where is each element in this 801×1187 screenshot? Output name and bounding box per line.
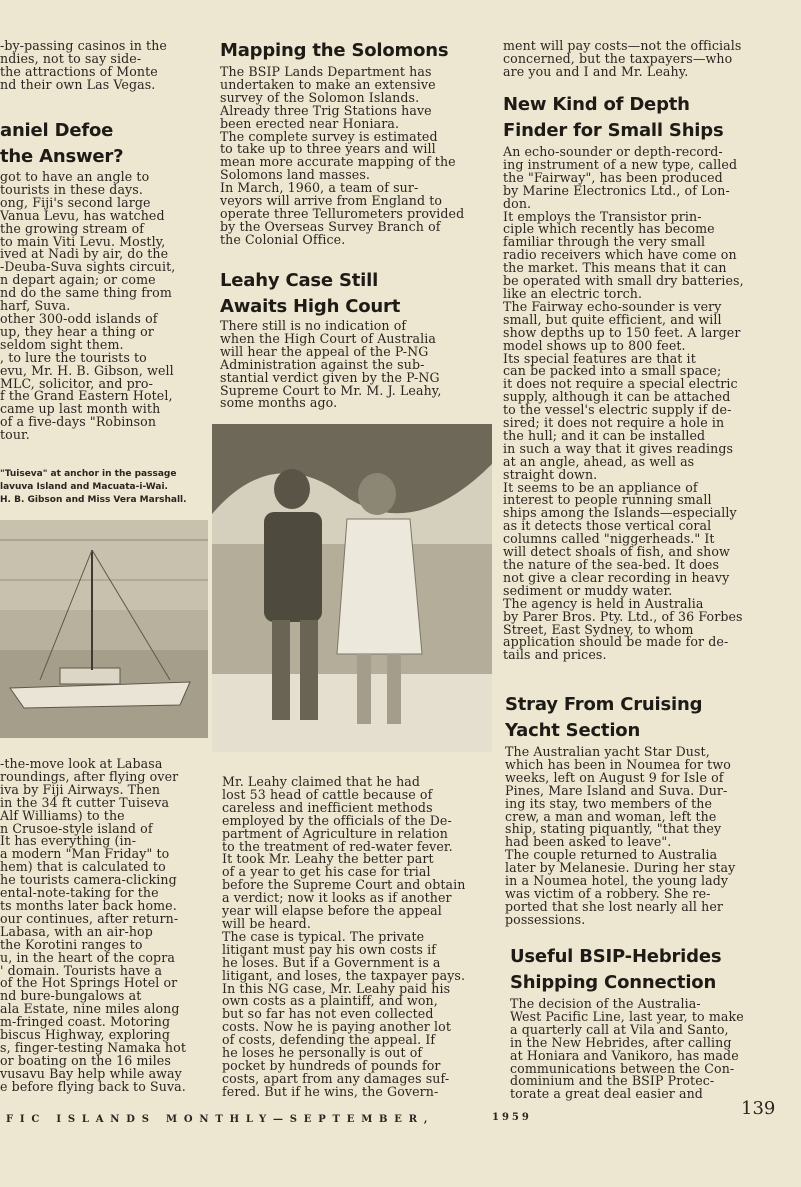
heading-stray-yacht: Stray From Cruising Yacht Section (505, 694, 703, 741)
photo-caption: "Tuiseva" at anchor in the passage lavuva Island and Macuata-i-Wai. H. B. Gibson and Miss Vera Marshall. (0, 469, 187, 505)
bsip-hebrides-text: The decision of the Australia- West Pacific Line, last year, to make a quarterly call at Vila and Santo, in the New Hebrides, after calling at Honiara and Vanikoro, has made communications between the Con- dominium and the BSIP Protec- torate a great deal easier and (510, 996, 744, 1102)
col1-text-bottom: -the-move look at Labasa roundings, after flying over iva by Fiji Airways. Then in the 34 ft cutter Tuiseva Alf Williams) to the n Crusoe-style island of It has everything (in- a modern "Man Friday" to hem) that is calculated to he tourists camera-clicking ental-note-taking for the ts months later back home. our continues, after return- Labasa, with an air-hop the Korotini ranges to u, in the heart of the copra ' domain. Tourists have a of the Hot Springs Hotel or nd bure-bungalows at ala Estate, nine miles along m-fringed coast. Motoring biscus Highway, exploring s, finger-testing Namaka hot or boating on the 16 miles vusavu Bay help while away e before flying back to Suva. (0, 756, 186, 1094)
col1-heading: aniel Defoe the Answer? (0, 120, 124, 167)
photo-couple (212, 424, 492, 752)
heading-leahy: Leahy Case Still Awaits High Court (220, 270, 401, 317)
stray-yacht-text: The Australian yacht Star Dust, which has been in Noumea for two weeks, left on August 9 for Isle of Pines, Mare Island and Suva. Dur- ing its stay, two members of the crew, a man and woman, left the ship, stating piquantly, "that they had been asked to leave". The couple returned to Australia later by Melanesie. During her stay in a Noumea hotel, the young lady was victim of a robbery. She re- ported that she lost nearly all her possessions. (505, 744, 736, 927)
running-footer: FIC ISLANDS MONTHLY—SEPTEMBER, (6, 1114, 435, 1125)
leahy-text-continued: Mr. Leahy claimed that he had lost 53 head of cattle because of careless and inefficient methods employed by the officials of the De- partment of Agriculture in relation to the treatment of red-water fever. It took Mr. Leahy the better part of a year to get his case for trial before the Supreme Court and obtain a verdict; now it looks as if another year will elapse before the appeal will be heard. The case is typical. The private litigant must pay his own costs if he loses. But if a Government is a litigant, and loses, the taxpayer pays. In this NG case, Mr. Leahy paid his own costs as a plaintiff, and won, but so far has not even collected costs. Now he is paying another lot of costs, defending the appeal. If he loses he personally is out of pocket by hundreds of pounds for costs, apart from any damages suf- fered. But if he wins, the Govern- (222, 774, 466, 1099)
leahy-text-intro: There still is no indication of when the High Court of Australia will hear the appeal of the P-NG Administration against the sub- stantial verdict given by the P-NG Supreme Court to Mr. M. J. Leahy, some months ago. (220, 318, 442, 411)
heading-bsip-hebrides: Useful BSIP-Hebrides Shipping Connection (510, 946, 722, 993)
yacht-illustration (0, 520, 208, 738)
col3-text-top: ment will pay costs—not the officials concerned, but the taxpayers—who are you and I and Mr. Leahy. (503, 38, 742, 79)
heading-mapping: Mapping the Solomons (220, 40, 449, 61)
footer-year: 1959 (492, 1112, 532, 1123)
heading-depth-finder: New Kind of Depth Finder for Small Ships (503, 94, 724, 141)
depth-finder-text: An echo-sounder or depth-record- ing instrument of a new type, called the "Fairway", has been produced by Marine Electronics Ltd., of Lon- don. It employs the Transistor prin- ciple which recently has become familiar through the very small radio receivers which have come on the market. This means that it can be operated with small dry batteries, like an electric torch. The Fairway echo-sounder is very small, but quite efficient, and will show depths up to 150 feet. A larger model shows up to 800 feet. Its special features are that it can be packed into a small space; it does not require a special electric supply, although it can be attached to the vessel's electric supply if de- sired; it does not require a hole in the hull; and it can be installed in such a way that it gives readings at an angle, ahead, as well as straight down. It seems to be an appliance of interest to people running small ships among the Islands—especially as it detects those vertical coral columns called "niggerheads." It will detect shoals of fish, and show the nature of the sea-bed. It does not give a clear recording in heavy sediment or muddy water. The agency is held in Australia by Parer Bros. Pty. Ltd., of 36 Forbes Street, East Sydney, to whom application should be made for de- tails and prices. (503, 144, 744, 663)
page-footer (0, 1100, 801, 1140)
col1-text-intro: got to have an angle to tourists in these days. ong, Fiji's second large Vanua Levu, has watched the growing stream of to main Viti Levu. Mostly, ived at Nadi by air, do the -Deuba-Suva sights circuit, n depart again; or come nd do the same thing from harf, Suva. other 300-odd islands of up, they hear a thing or seldom sight them. , to lure the tourists to evu, Mr. H. B. Gibson, well MLC, solicitor, and pro- f the Grand Eastern Hotel, came up last month with of a five-days "Robinson tour. (0, 169, 176, 443)
page-number: 139 (741, 1098, 776, 1119)
mapping-text: The BSIP Lands Department has undertaken to make an extensive survey of the Solomon Islands. Already three Trig Stations have been erected near Honiara. The complete survey is estimated to take up to three years and will mean more accurate mapping of the Solomons land masses. In March, 1960, a team of sur- veyors will arrive from England to operate three Tellurometers provided by the Overseas Survey Branch of the Colonial Office. (220, 64, 465, 247)
couple-illustration (212, 424, 492, 752)
col1-text-top: -by-passing casinos in the ndies, not to say side- the attractions of Monte nd their own Las Vegas. (0, 38, 167, 92)
photo-yacht (0, 520, 208, 738)
